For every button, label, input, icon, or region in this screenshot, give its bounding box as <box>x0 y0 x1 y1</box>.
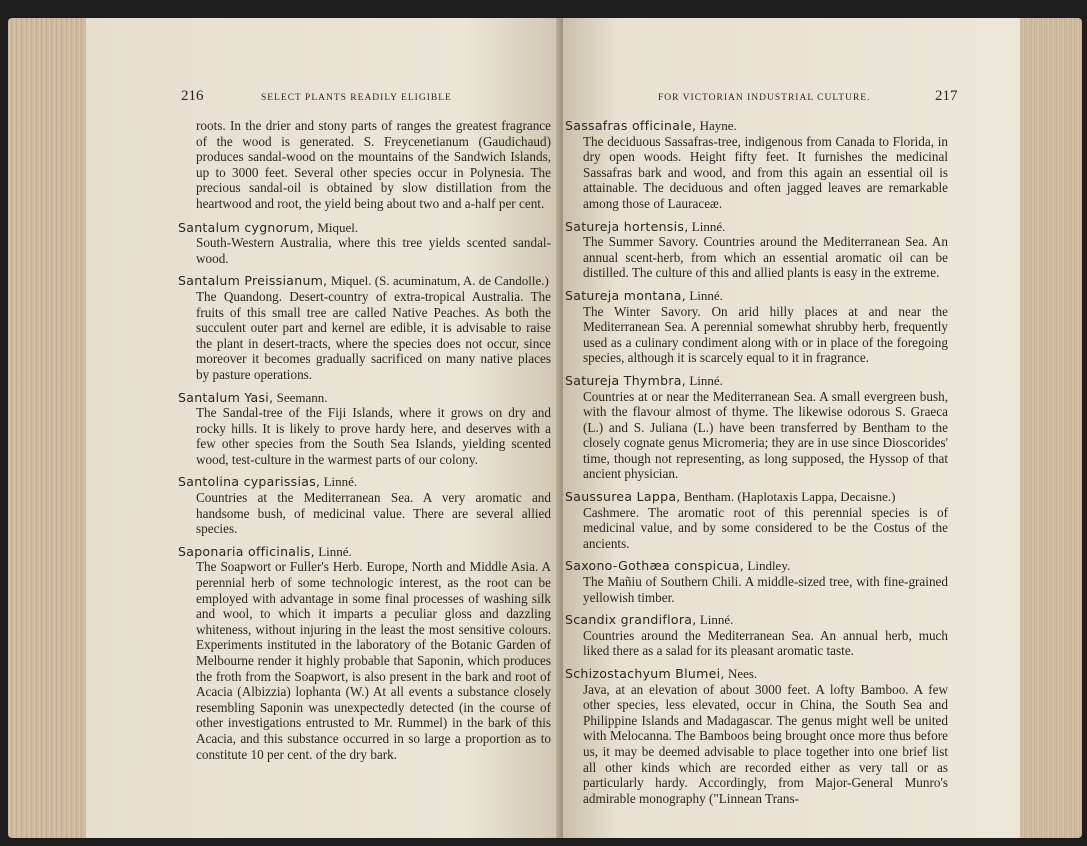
entry-header <box>565 118 948 134</box>
continuation-paragraph: roots. In the drier and stony parts of ranges the greatest fragrance of the wood is generated. S. Freycenetianum (Gaudichaud) produces sandal-wood on the mountains of the Sandwich Islands, up to 3000 feet. Several other species occur in Polynesia. The precious sandal-oil is obtained by slow distillation from the heartwood and root, the yield being about two and a-half per cent. <box>196 118 551 211</box>
species-name: Schizostachyum Blumei, <box>565 666 725 681</box>
entry <box>565 287 948 366</box>
species-author: Seemann. <box>276 389 328 405</box>
page-number: 217 <box>935 88 958 104</box>
species-author: Hayne. <box>699 118 737 133</box>
entry-header <box>565 489 948 505</box>
species-name: Santolina cyparissias, <box>178 474 321 490</box>
species-author: Linné. <box>318 543 352 559</box>
entry-list <box>178 219 551 763</box>
running-head: FOR VICTORIAN INDUSTRIAL CULTURE. <box>658 93 871 103</box>
entry <box>178 219 551 267</box>
page-edges-right <box>1020 18 1082 838</box>
species-name: Satureja montana, <box>565 287 687 303</box>
entry-header <box>565 666 948 682</box>
entry <box>178 273 551 382</box>
species-description: The Quandong. Desert-country of extra-tropical Australia. The fruits of this small tree are called Native Peaches. As both the succulent outer part and kernel are edible, it is advisable to raise the plant in desert-tracts, where the species does not occur, since moreover it becomes gradually sacrificed on many native places by pasture operations. <box>196 288 551 382</box>
entry <box>565 218 948 281</box>
entry-header <box>565 558 948 574</box>
species-name: Scandix grandiflora, <box>565 612 697 628</box>
entry <box>565 489 948 551</box>
species-author: Bentham. (Haplotaxis Lappa, Decaisne.) <box>683 489 896 505</box>
species-author: Linné. <box>689 372 723 388</box>
entry <box>178 474 551 537</box>
entry <box>178 543 551 762</box>
species-description: Countries at the Mediterranean Sea. A very aromatic and handsome bush, of medicinal value. There are several allied species. <box>196 490 551 537</box>
entry <box>565 118 948 212</box>
entry-header <box>565 612 948 628</box>
species-name: Saponaria officinalis, <box>178 543 315 559</box>
open-book <box>8 18 1082 838</box>
species-description: South-Western Australia, where this tree yields scented sandal-wood. <box>196 235 551 266</box>
species-description: Countries at or near the Mediterranean Sea. A small evergreen bush, with the flavour almost of thyme. The likewise odorous S. Graeca (L.) and S. Juliana (L.) have been transferred by Bentham to the closely cognate genus Micromeria; they are in use since Dioscorides' time, though not representing, as long supposed, the Hyssop of that ancient physician. <box>583 388 948 482</box>
species-author: Miquel. (S. acuminatum, A. de Candolle.) <box>330 273 549 289</box>
entry <box>565 612 948 659</box>
species-description: The Mañiu of Southern Chili. A middle-sized tree, with fine-grained yellowish timber. <box>583 574 948 605</box>
entry-header <box>178 390 551 406</box>
species-name: Santalum cygnorum, <box>178 219 315 235</box>
species-name: Santalum Preissianum, <box>178 273 328 289</box>
species-name: Santalum Yasi, <box>178 389 274 405</box>
entry-header <box>178 220 551 236</box>
running-head: SELECT PLANTS READILY ELIGIBLE <box>261 93 452 103</box>
species-author: Linné. <box>689 287 723 303</box>
species-author: Nees. <box>727 666 758 681</box>
species-description: Countries around the Mediterranean Sea. An annual herb, much liked there as a salad for its pleasant aromatic taste. <box>583 627 948 659</box>
species-description: The Soapwort or Fuller's Herb. Europe, North and Middle Asia. A perennial herb of some technologic interest, as the root can be employed with advantage in some final processes of washing silk and wool, to which it imparts a peculiar gloss and dazzling whiteness, without injuring in the least the most sensitive colours. Experiments instituted in the laboratory of the Botanic Garden of Melbourne render it highly probable that Saponin, which produces the froth from the Soapwort, is also present in the bark and root of Acacia (Albizzia) lophanta (W.) At all events a substance closely resembling Saponin was unexpectedly detected (in the course of other investigations entrusted to Mr. Rummel) in the bark of this Acacia, and this substance occurred in so large a proportion as to constitute 10 per cent. of the dry bark. <box>196 559 551 762</box>
entry <box>565 558 948 605</box>
entry-header <box>565 219 948 235</box>
entry-header <box>565 288 948 304</box>
entry-header <box>178 273 551 289</box>
species-author: Linné. <box>323 474 358 490</box>
entry-header <box>565 373 948 389</box>
species-name: Satureja hortensis, <box>565 218 689 234</box>
species-description: The deciduous Sassafras-tree, indigenous from Canada to Florida, in dry open woods. Height fifty feet. It furnishes the medicinal Sassafras bark and wood, and from this again an essential oil is attainable. The deciduous and often jagged leaves are remarkable among those of Lauraceæ. <box>583 133 948 211</box>
page-edges-left <box>8 18 88 838</box>
species-description: Cashmere. The aromatic root of this perennial species is of medicinal value, and by some considered to be the Costus of the ancients. <box>583 504 948 551</box>
species-author: Miquel. <box>317 219 359 235</box>
species-name: Saxono-Gothæa conspicua, <box>565 558 745 574</box>
species-name: Saussurea Lappa, <box>565 489 681 505</box>
species-description: The Summer Savory. Countries around the Mediterranean Sea. An annual scent-herb, from which an essential aromatic oil can be distilled. The culture of this and allied plants is easy in the extreme. <box>583 234 948 281</box>
entry <box>565 666 948 806</box>
species-author: Lindley. <box>747 558 791 574</box>
entry <box>565 372 948 482</box>
entry <box>178 389 551 468</box>
left-content <box>178 118 551 769</box>
species-author: Linné. <box>691 218 726 234</box>
species-author: Linné. <box>699 612 734 628</box>
species-description: The Sandal-tree of the Fiji Islands, where it grows on dry and rocky hills. It is likely to prove hardy here, and deserves with a few other species from the South Sea Islands, yielding scented wood, test-culture in the warmest parts of our colony. <box>196 405 551 467</box>
species-name: Satureja Thymbra, <box>565 372 687 388</box>
right-page <box>563 18 1021 838</box>
right-content <box>565 118 948 813</box>
entry-header <box>178 474 551 490</box>
species-name: Sassafras officinale, <box>565 118 697 133</box>
entry-header <box>178 544 551 560</box>
page-number: 216 <box>181 88 204 104</box>
entry-list <box>565 118 948 806</box>
species-description: Java, at an elevation of about 3000 feet. A lofty Bamboo. A few other species, less elevated, occur in China, the South Sea and Philippine Islands and Madagascar. The genus might well be united with Melocanna. The Bamboos being brought once more thus before us, it may be deemed advisable to place together into one brief list all other kinds which are recorded either as very tall or as particularly hardy. Accordingly, from Major-General Munro's admirable monography ("Linnean Trans- <box>583 681 948 806</box>
left-page <box>86 18 561 838</box>
species-description: The Winter Savory. On arid hilly places at and near the Mediterranean Sea. A perennial somewhat shrubby herb, frequently used as a culinary condiment along with or in place of the foregoing species, although it is scarcely equal to it in fragrance. <box>583 303 948 366</box>
